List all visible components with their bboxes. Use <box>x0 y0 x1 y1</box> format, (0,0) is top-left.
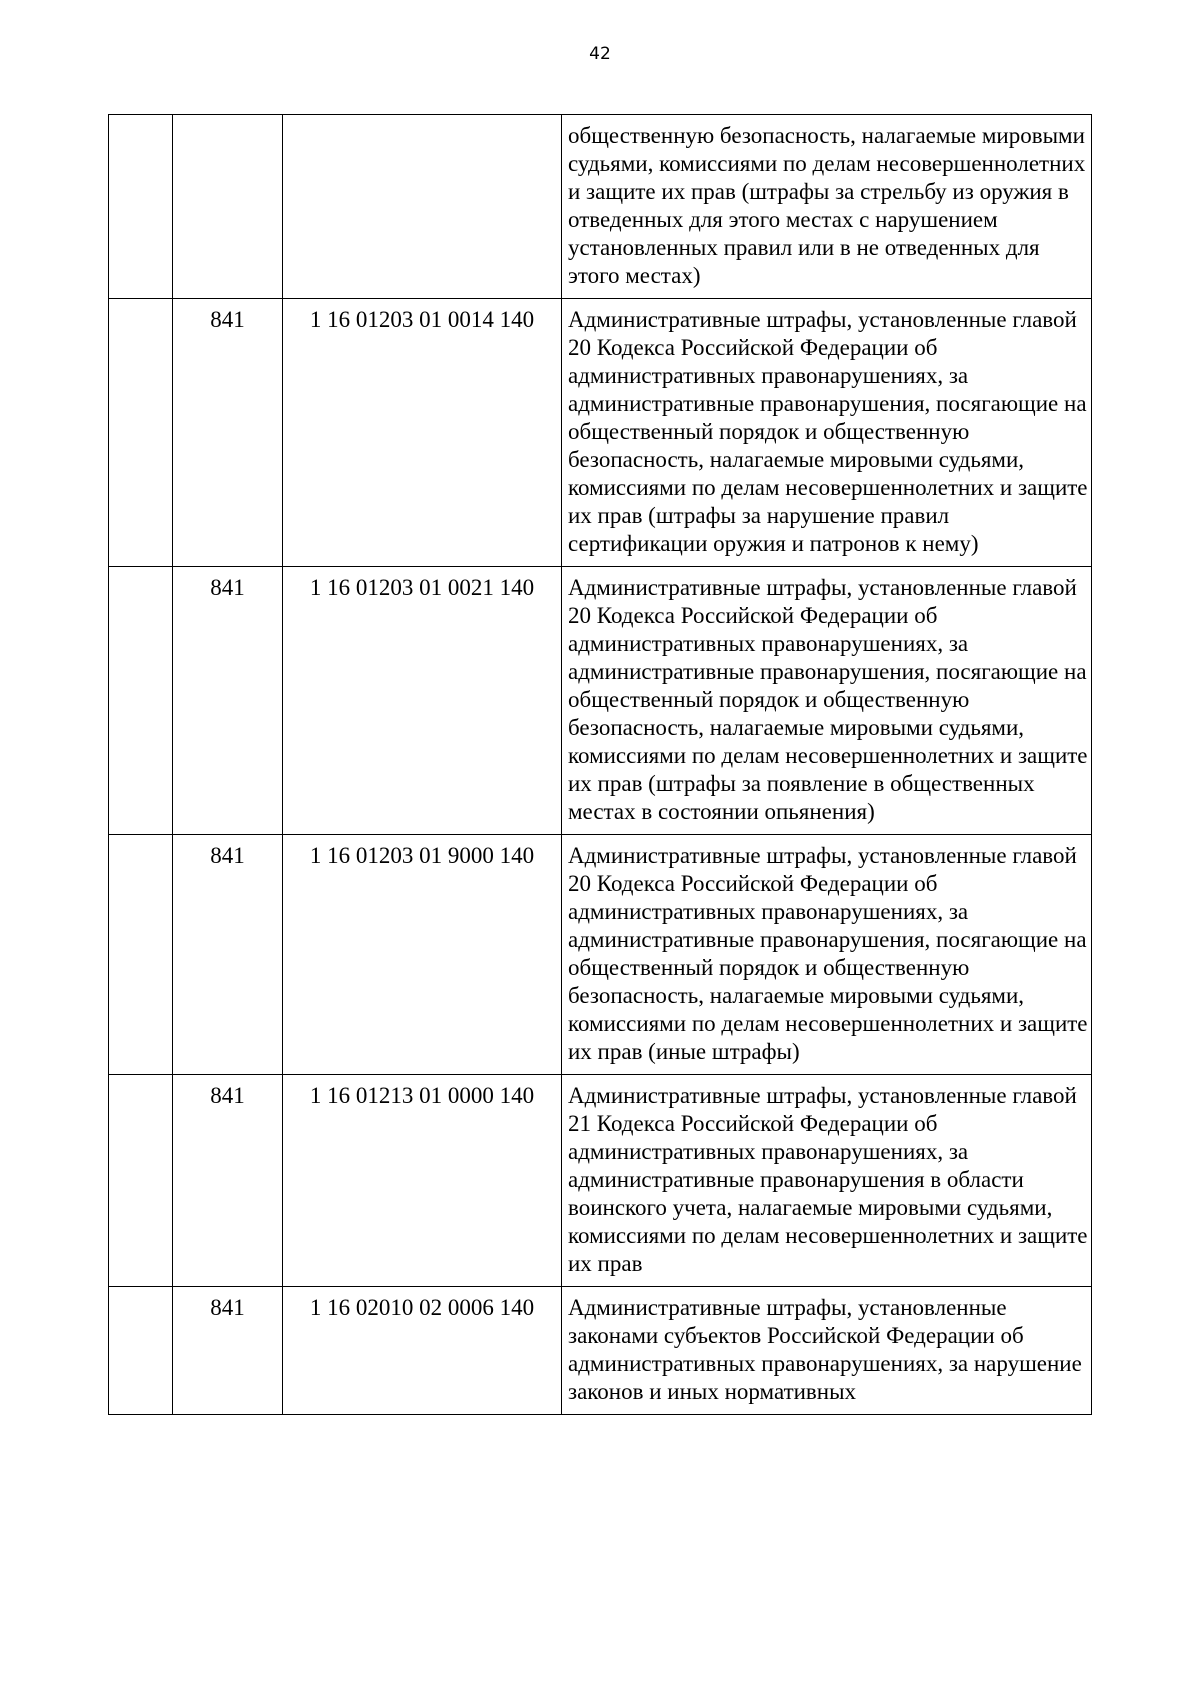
admin-code-cell: 841 <box>173 1287 283 1415</box>
table-row <box>109 1075 1092 1287</box>
description-cell: Административные штрафы, установленные главой 20 Кодекса Российской Федерации об административных правонарушениях, за административные правонарушения, посягающие на общественный порядок и общественную безопасность, налагаемые мировыми судьями, комиссиями по делам несовершеннолетних и защите их прав (штрафы за нарушение правил сертификации оружия и патронов к нему) <box>562 299 1092 567</box>
admin-code-cell: 841 <box>173 567 283 835</box>
table-row <box>109 115 1092 299</box>
description-cell: Административные штрафы, установленные главой 20 Кодекса Российской Федерации об административных правонарушениях, за административные правонарушения, посягающие на общественный порядок и общественную безопасность, налагаемые мировыми судьями, комиссиями по делам несовершеннолетних и защите их прав (иные штрафы) <box>562 835 1092 1075</box>
row-number-cell <box>109 835 173 1075</box>
table-row <box>109 567 1092 835</box>
budget-code-cell: 1 16 01203 01 9000 140 <box>283 835 562 1075</box>
table-row <box>109 299 1092 567</box>
table-row <box>109 1287 1092 1415</box>
budget-code-cell: 1 16 01203 01 0021 140 <box>283 567 562 835</box>
budget-code-cell <box>283 115 562 299</box>
admin-code-cell: 841 <box>173 835 283 1075</box>
admin-code-cell: 841 <box>173 1075 283 1287</box>
row-number-cell <box>109 567 173 835</box>
admin-code-cell <box>173 115 283 299</box>
row-number-cell <box>109 1287 173 1415</box>
row-number-cell <box>109 115 173 299</box>
description-cell: Административные штрафы, установленные главой 20 Кодекса Российской Федерации об административных правонарушениях, за административные правонарушения, посягающие на общественный порядок и общественную безопасность, налагаемые мировыми судьями, комиссиями по делам несовершеннолетних и защите их прав (штрафы за появление в общественных местах в состоянии опьянения) <box>562 567 1092 835</box>
description-cell: Административные штрафы, установленные главой 21 Кодекса Российской Федерации об административных правонарушениях, за административные правонарушения в области воинского учета, налагаемые мировыми судьями, комиссиями по делам несовершеннолетних и защите их прав <box>562 1075 1092 1287</box>
table-row <box>109 835 1092 1075</box>
description-cell: Административные штрафы, установленные законами субъектов Российской Федерации об административных правонарушениях, за нарушение законов и иных нормативных <box>562 1287 1092 1415</box>
row-number-cell <box>109 299 173 567</box>
page-number: 42 <box>589 44 611 64</box>
budget-code-cell: 1 16 02010 02 0006 140 <box>283 1287 562 1415</box>
budget-code-cell: 1 16 01213 01 0000 140 <box>283 1075 562 1287</box>
revenue-codes-table <box>108 114 1092 1415</box>
description-cell: общественную безопасность, налагаемые мировыми судьями, комиссиями по делам несовершеннолетних и защите их прав (штрафы за стрельбу из оружия в отведенных для этого местах с нарушением установленных правил или в не отведенных для этого местах) <box>562 115 1092 299</box>
admin-code-cell: 841 <box>173 299 283 567</box>
budget-code-cell: 1 16 01203 01 0014 140 <box>283 299 562 567</box>
row-number-cell <box>109 1075 173 1287</box>
